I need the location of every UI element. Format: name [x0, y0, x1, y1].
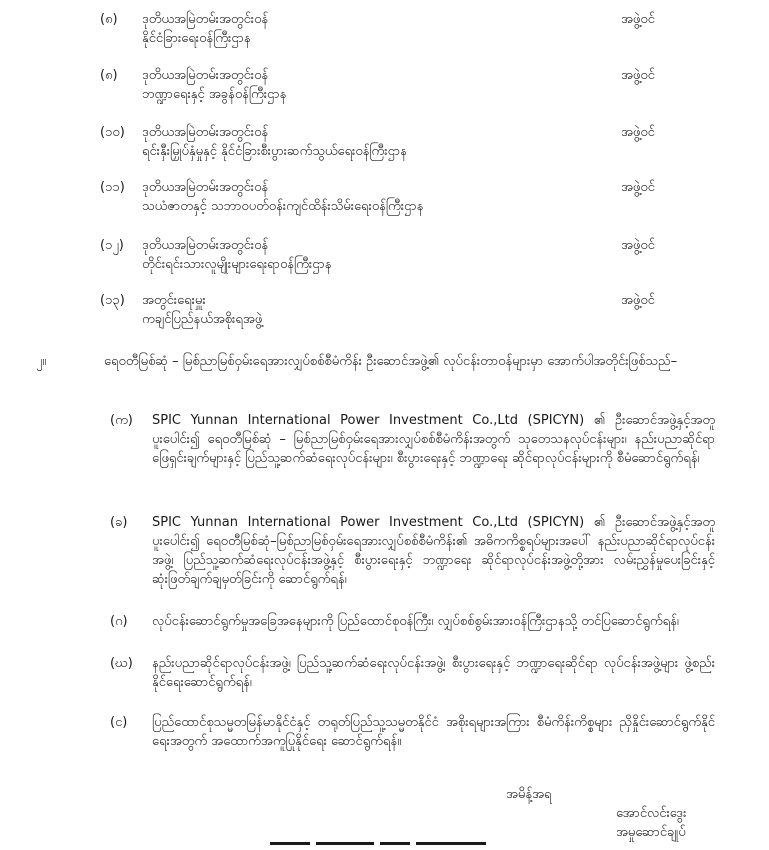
section-text: ရေဝတီမြစ်ဆုံ – မြစ်ညာမြစ်ဝှမ်းရေအားလျှပ်စစ်စီမံကိန်း ဦးဆောင်အဖွဲ့၏ လုပ်ငန်းတာဝန်များမှာ အောက်ပါအတိုင်းဖြစ်သည်–: [104, 354, 678, 369]
cut-off-text-line: [270, 842, 500, 850]
duty-text: နည်းပညာဆိုင်ရာလုပ်ငန်းအဖွဲ့၊ ပြည်သူ့ဆက်ဆံရေးလုပ်ငန်းအဖွဲ့၊ စီးပွားရေးနှင့် ဘဏ္ဍာရေးဆိုင်ရာ လုပ်ငန်းအဖွဲ့များ ဖွဲ့စည်းနိုင်ရေးဆောင်ရွက်ရန်၊: [152, 656, 715, 690]
duty-number: (ဃ): [110, 656, 133, 671]
member-role: အဖွဲ့ဝင်: [621, 180, 655, 195]
member-ministry: သယံဇာတနှင့် သဘာဝပတ်ဝန်းကျင်ထိန်းသိမ်းရေးဝန်ကြီးဌာန: [142, 199, 424, 214]
member-ministry: ကချင်ပြည်နယ်အစိုးရအဖွဲ့: [142, 312, 263, 327]
duty-text: လုပ်ငန်းဆောင်ရွက်မှုအခြေအနေများကို ပြည်ထောင်စုဝန်ကြီး၊ လျှပ်စစ်စွမ်းအားဝန်ကြီးဌာနသို့ တင်ပြဆောင်ရွက်ရန်၊: [152, 614, 679, 629]
duty-text: SPIC Yunnan International Power Investment Co.,Ltd (SPICYN) ၏ ဦးဆောင်အဖွဲ့နှင့်အတူ ပူးပေါင်း၍ ရေဝတီမြစ်ဆုံ – မြစ်ညာမြစ်ဝှမ်းရေအားလျှပ်စစ်စီမံကိန်းအတွက် သုတေသနလုပ်ငန်းများ၊ နည်းပညာဆိုင်ရာ ဖြေရှင်းချက်များနှင့် ပြည်သူ့ဆက်ဆံရေးလုပ်ငန်းများ၊ စီးပွားရေးနှင့် ဘဏ္ဍာရေး ဆိုင်ရာလုပ်ငန်းများကို စီမံဆောင်ရွက်ရန်၊: [152, 413, 715, 466]
member-position: ဒုတိယအမြဲတမ်းအတွင်းဝန်: [142, 125, 269, 140]
member-number: (၁၁): [100, 180, 125, 195]
duty-number: (ဂ): [110, 614, 128, 629]
by-order-text: အမိန့်အရ: [506, 787, 552, 802]
member-number: (၁၃): [100, 293, 125, 308]
member-position: ဒုတိယအမြဲတမ်းအတွင်းဝန်: [142, 238, 269, 253]
duty-text: ပြည်ထောင်စုသမ္မတမြန်မာနိုင်ငံနှင့် တရုတ်ပြည်သူ့သမ္မတနိုင်ငံ အစိုးရများအကြား စီမံကိန်းကိစ္စများ ညှိနှိုင်းဆောင်ရွက်နိုင်ရေးအတွက် အထောက်အကူပြုနိုင်ရေး ဆောင်ရွက်ရန်။: [152, 715, 715, 749]
duty-number: (က): [110, 413, 133, 428]
member-position: ဒုတိယအမြဲတမ်းအတွင်းဝန်: [142, 68, 269, 83]
member-position: ဒုတိယအမြဲတမ်းအတွင်းဝန်: [142, 12, 269, 27]
member-ministry: ရင်းနှီးမြှုပ်နှံမှုနှင့် နိုင်ငံခြားစီးပွားဆက်သွယ်ရေးဝန်ကြီးဌာန: [142, 144, 407, 159]
signatory-title: အမှုဆောင်ချုပ်: [616, 825, 686, 840]
signatory-name: အောင်လင်းဒွေး: [616, 806, 687, 821]
member-role: အဖွဲ့ဝင်: [621, 12, 655, 27]
member-role: အဖွဲ့ဝင်: [621, 238, 655, 253]
duty-text: SPIC Yunnan International Power Investment Co.,Ltd (SPICYN) ၏ ဦးဆောင်အဖွဲ့နှင့်အတူ ပူးပေါင်း၍ ရေဝတီမြစ်ဆုံ–မြစ်ညာမြစ်ဝှမ်းရေအားလျှပ်စစ်စီမံကိန်း၏ အဓိကကိစ္စရပ်များအပေါ် နည်းပညာဆိုင်ရာလုပ်ငန်းအဖွဲ့၊ ပြည်သူ့ဆက်ဆံရေးလုပ်ငန်းအဖွဲ့နှင့် စီးပွားရေးနှင့် ဘဏ္ဍာရေး ဆိုင်ရာလုပ်ငန်းအဖွဲ့တို့အား လမ်းညွှန်မှုပေးခြင်းနှင့် ဆုံးဖြတ်ချက်ချမှတ်ခြင်းကို ဆောင်ရွက်ရန်၊: [152, 515, 715, 587]
member-position: ဒုတိယအမြဲတမ်းအတွင်းဝန်: [142, 180, 269, 195]
member-number: (၁၀): [100, 125, 125, 140]
duty-number: (င): [110, 715, 128, 730]
duty-number: (ခ): [110, 515, 128, 530]
member-role: အဖွဲ့ဝင်: [621, 293, 655, 308]
member-position: အတွင်းရေးမှူး: [142, 293, 206, 308]
member-ministry: နိုင်ငံခြားရေးဝန်ကြီးဌာန: [142, 31, 251, 46]
member-role: အဖွဲ့ဝင်: [621, 125, 655, 140]
member-number: (၁၂): [100, 238, 124, 253]
member-number: (၈): [100, 12, 118, 27]
section-number: ၂။: [36, 354, 47, 369]
member-ministry: တိုင်းရင်းသားလူမျိုးများရေးရာဝန်ကြီးဌာန: [142, 257, 332, 272]
member-number: (၈): [100, 68, 118, 83]
member-ministry: ဘဏ္ဍာရေးနှင့် အခွန်ဝန်ကြီးဌာန: [142, 87, 287, 102]
member-role: အဖွဲ့ဝင်: [621, 68, 655, 83]
